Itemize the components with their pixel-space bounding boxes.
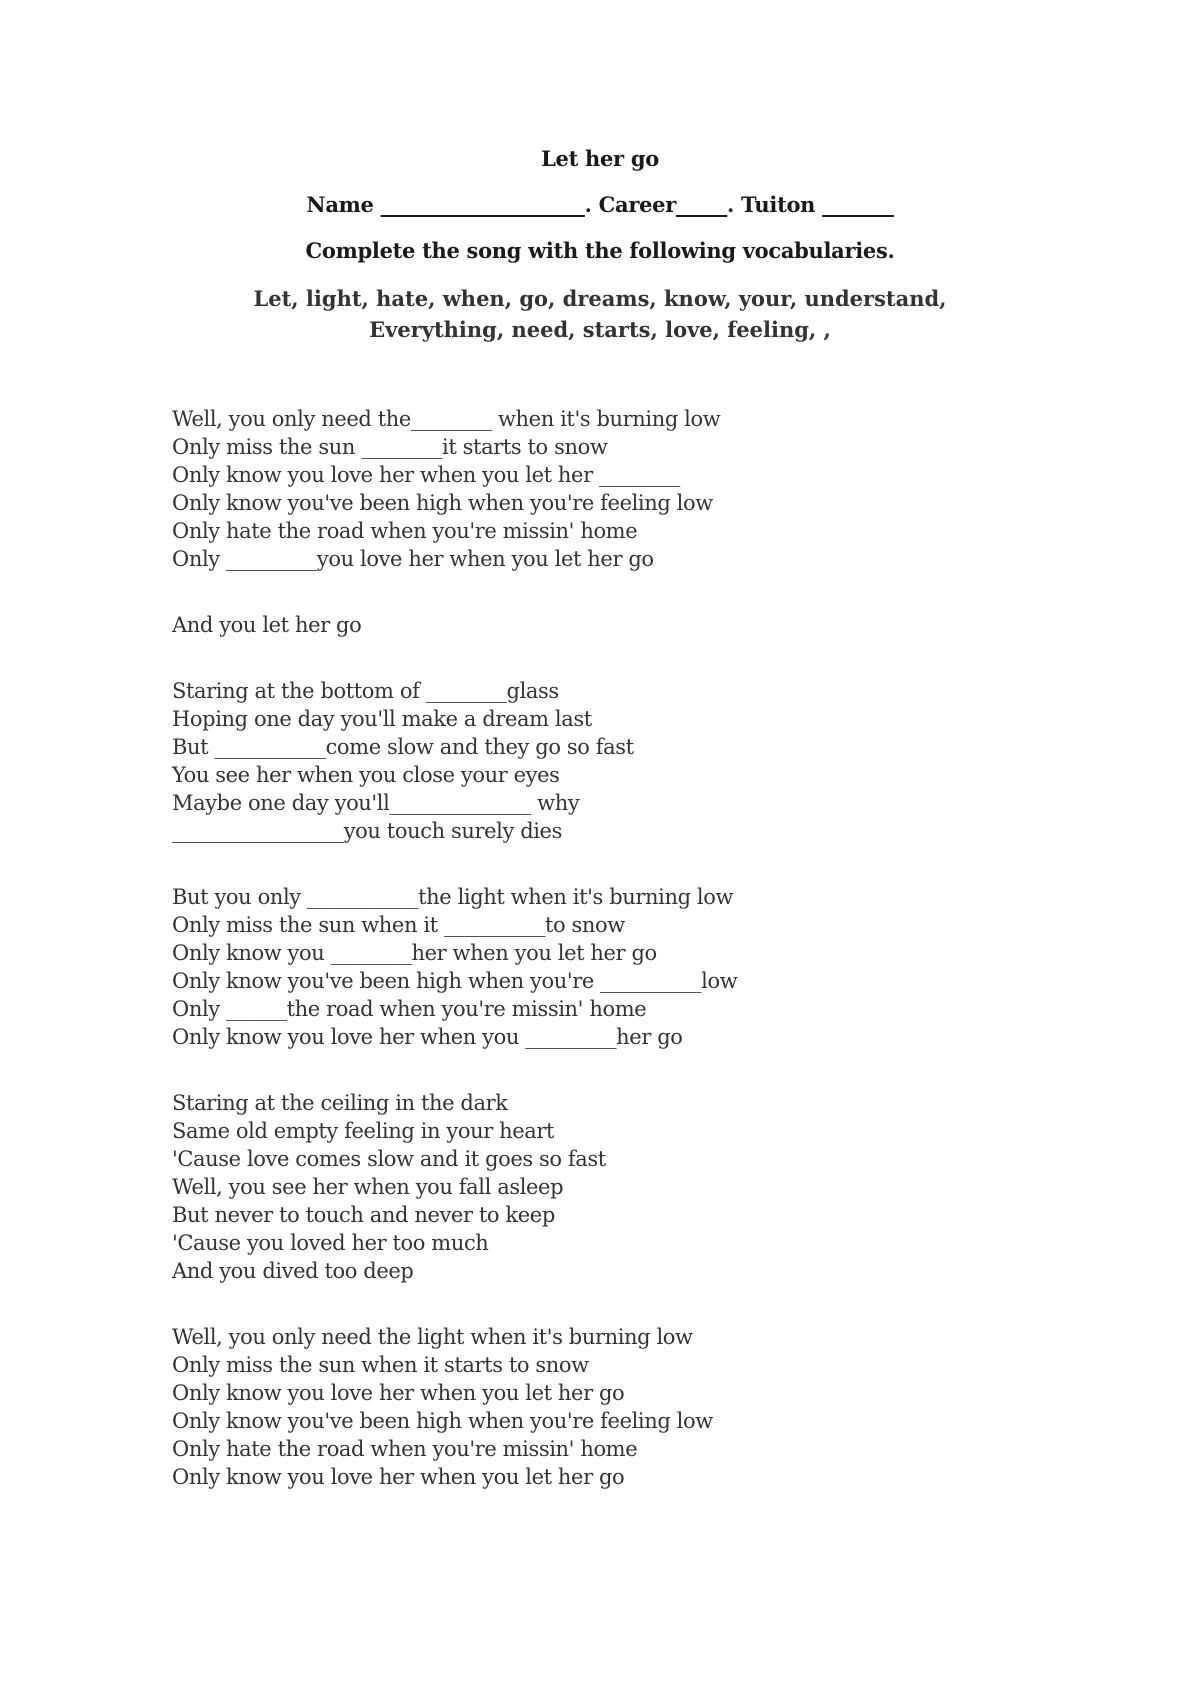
lyric-line: Only know you've been high when you're feeling low bbox=[172, 1409, 713, 1433]
lyric-line: 'Cause you loved her too much bbox=[172, 1231, 489, 1255]
stanza-3 bbox=[172, 677, 737, 845]
lyric-line: Hoping one day you'll make a dream last bbox=[172, 707, 592, 731]
lyric-line: Only hate the road when you're missin' home bbox=[172, 519, 638, 543]
lyric-line: Only know you've been high when you're feeling low bbox=[172, 491, 713, 515]
lyric-line: But never to touch and never to keep bbox=[172, 1203, 555, 1227]
lyric-line: Staring at the ceiling in the dark bbox=[172, 1091, 508, 1115]
song-lyrics bbox=[172, 405, 737, 1529]
lyric-line: Only know you've been high when you're __________low bbox=[172, 969, 738, 993]
lyric-line: Only miss the sun ________it starts to snow bbox=[172, 435, 608, 459]
lyric-line: Only know you love her when you let her ________ bbox=[172, 463, 680, 487]
lyric-line: Only know you ________her when you let her go bbox=[172, 941, 657, 965]
instruction-text: Complete the song with the following vocabularies. bbox=[305, 238, 895, 263]
lyric-line: And you dived too deep bbox=[172, 1259, 414, 1283]
stanza-2 bbox=[172, 611, 737, 639]
lyric-line: Only ______the road when you're missin' home bbox=[172, 997, 647, 1021]
lyric-line: Only know you love her when you let her go bbox=[172, 1465, 625, 1489]
name-career-tuition-line: Name ____________________. Career_____. Tuiton _______ bbox=[306, 192, 894, 217]
lyric-line: Only miss the sun when it starts to snow bbox=[172, 1353, 589, 1377]
lyric-line: Well, you only need the light when it's burning low bbox=[172, 1325, 693, 1349]
lyric-line: 'Cause love comes slow and it goes so fast bbox=[172, 1147, 606, 1171]
vocabulary-list: Let, light, hate, when, go, dreams, know, your, understand, Everything, need, starts, love, feeling, , bbox=[253, 286, 947, 342]
lyric-line: Only miss the sun when it __________to snow bbox=[172, 913, 625, 937]
lyric-line: You see her when you close your eyes bbox=[172, 763, 560, 787]
stanza-1 bbox=[172, 405, 737, 573]
lyric-line: Only know you love her when you _________her go bbox=[172, 1025, 683, 1049]
lyric-line: Only know you love her when you let her go bbox=[172, 1381, 625, 1405]
stanza-6 bbox=[172, 1323, 737, 1491]
lyric-line: But ___________come slow and they go so fast bbox=[172, 735, 634, 759]
stanza-4 bbox=[172, 883, 737, 1051]
lyric-line: Only hate the road when you're missin' home bbox=[172, 1437, 638, 1461]
lyric-line: And you let her go bbox=[172, 613, 362, 637]
lyric-line: _________________you touch surely dies bbox=[172, 819, 562, 843]
lyric-line: Maybe one day you'll______________ why bbox=[172, 791, 580, 815]
page-title: Let her go bbox=[541, 146, 659, 171]
lyric-line: Only _________you love her when you let her go bbox=[172, 547, 654, 571]
lyric-line: Well, you only need the________ when it's burning low bbox=[172, 407, 721, 431]
lyric-line: But you only ___________the light when it's burning low bbox=[172, 885, 734, 909]
lyric-line: Same old empty feeling in your heart bbox=[172, 1119, 555, 1143]
lyric-line: Staring at the bottom of ________glass bbox=[172, 679, 559, 703]
stanza-5 bbox=[172, 1089, 737, 1285]
lyric-line: Well, you see her when you fall asleep bbox=[172, 1175, 564, 1199]
